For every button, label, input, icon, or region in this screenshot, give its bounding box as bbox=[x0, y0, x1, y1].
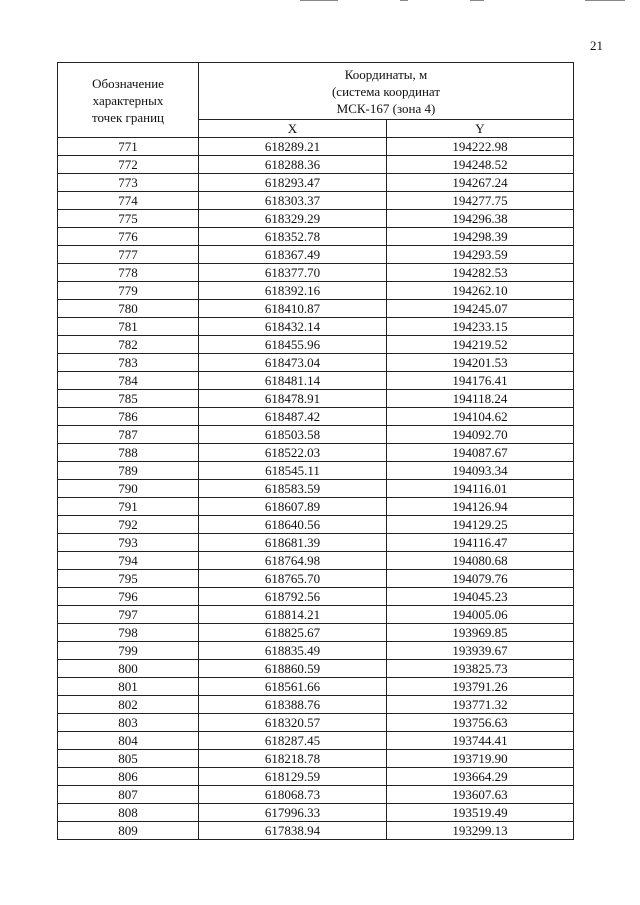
point-id-cell: 808 bbox=[58, 804, 199, 822]
table-row bbox=[58, 156, 574, 174]
point-id-cell: 772 bbox=[58, 156, 199, 174]
y-coordinate-cell: 194093.34 bbox=[387, 462, 574, 480]
point-id-cell: 792 bbox=[58, 516, 199, 534]
table-row bbox=[58, 480, 574, 498]
y-coordinate-cell: 194104.62 bbox=[387, 408, 574, 426]
x-coordinate-cell: 618410.87 bbox=[199, 300, 387, 318]
table-row bbox=[58, 678, 574, 696]
table-row bbox=[58, 642, 574, 660]
table-row bbox=[58, 588, 574, 606]
table-row bbox=[58, 660, 574, 678]
point-id-cell: 793 bbox=[58, 534, 199, 552]
table-row bbox=[58, 534, 574, 552]
table-row bbox=[58, 174, 574, 192]
table-row bbox=[58, 372, 574, 390]
point-id-cell: 783 bbox=[58, 354, 199, 372]
table-row bbox=[58, 390, 574, 408]
y-coordinate-cell: 194126.94 bbox=[387, 498, 574, 516]
page-number: 21 bbox=[590, 38, 603, 53]
point-id-cell: 776 bbox=[58, 228, 199, 246]
table-row bbox=[58, 804, 574, 822]
x-coordinate-cell: 618825.67 bbox=[199, 624, 387, 642]
point-id-cell: 807 bbox=[58, 786, 199, 804]
table-row bbox=[58, 300, 574, 318]
scan-artifact-mark bbox=[585, 0, 625, 1]
x-coordinate-cell: 618377.70 bbox=[199, 264, 387, 282]
x-coordinate-cell: 618288.36 bbox=[199, 156, 387, 174]
x-coordinate-cell: 618388.76 bbox=[199, 696, 387, 714]
y-coordinate-cell: 194245.07 bbox=[387, 300, 574, 318]
x-coordinate-cell: 618640.56 bbox=[199, 516, 387, 534]
point-id-cell: 787 bbox=[58, 426, 199, 444]
point-id-cell: 794 bbox=[58, 552, 199, 570]
y-coordinate-cell: 194233.15 bbox=[387, 318, 574, 336]
y-coordinate-cell: 193519.49 bbox=[387, 804, 574, 822]
table-row bbox=[58, 282, 574, 300]
y-coordinate-cell: 194087.67 bbox=[387, 444, 574, 462]
point-id-cell: 778 bbox=[58, 264, 199, 282]
y-coordinate-cell: 193719.90 bbox=[387, 750, 574, 768]
table-row bbox=[58, 822, 574, 840]
x-coordinate-cell: 618481.14 bbox=[199, 372, 387, 390]
x-coordinate-cell: 618487.42 bbox=[199, 408, 387, 426]
table-row bbox=[58, 210, 574, 228]
y-coordinate-cell: 194267.24 bbox=[387, 174, 574, 192]
table-row bbox=[58, 498, 574, 516]
y-coordinate-cell: 194079.76 bbox=[387, 570, 574, 588]
point-id-cell: 799 bbox=[58, 642, 199, 660]
x-coordinate-cell: 618814.21 bbox=[199, 606, 387, 624]
header-y: Y bbox=[387, 120, 574, 138]
y-coordinate-cell: 193744.41 bbox=[387, 732, 574, 750]
x-coordinate-cell: 618352.78 bbox=[199, 228, 387, 246]
point-id-cell: 800 bbox=[58, 660, 199, 678]
table-row bbox=[58, 336, 574, 354]
y-coordinate-cell: 194298.39 bbox=[387, 228, 574, 246]
y-coordinate-cell: 194248.52 bbox=[387, 156, 574, 174]
x-coordinate-cell: 618860.59 bbox=[199, 660, 387, 678]
point-id-cell: 779 bbox=[58, 282, 199, 300]
point-id-cell: 795 bbox=[58, 570, 199, 588]
table-row bbox=[58, 426, 574, 444]
point-id-cell: 777 bbox=[58, 246, 199, 264]
y-coordinate-cell: 194129.25 bbox=[387, 516, 574, 534]
y-coordinate-cell: 194296.38 bbox=[387, 210, 574, 228]
point-id-cell: 786 bbox=[58, 408, 199, 426]
scan-artifact-mark bbox=[400, 0, 408, 1]
table-row bbox=[58, 624, 574, 642]
table-row bbox=[58, 696, 574, 714]
table-row bbox=[58, 192, 574, 210]
y-coordinate-cell: 193771.32 bbox=[387, 696, 574, 714]
header-point-designation: Обозначение характерных точек границ bbox=[58, 63, 199, 138]
x-coordinate-cell: 618503.58 bbox=[199, 426, 387, 444]
table-row bbox=[58, 732, 574, 750]
table-row bbox=[58, 138, 574, 156]
y-coordinate-cell: 194293.59 bbox=[387, 246, 574, 264]
header-x: X bbox=[199, 120, 387, 138]
y-coordinate-cell: 194176.41 bbox=[387, 372, 574, 390]
point-id-cell: 809 bbox=[58, 822, 199, 840]
table-row bbox=[58, 768, 574, 786]
point-id-cell: 802 bbox=[58, 696, 199, 714]
y-coordinate-cell: 194045.23 bbox=[387, 588, 574, 606]
y-coordinate-cell: 194262.10 bbox=[387, 282, 574, 300]
table-row bbox=[58, 516, 574, 534]
coordinates-table bbox=[57, 62, 574, 840]
x-coordinate-cell: 618764.98 bbox=[199, 552, 387, 570]
x-coordinate-cell: 618478.91 bbox=[199, 390, 387, 408]
x-coordinate-cell: 618792.56 bbox=[199, 588, 387, 606]
point-id-cell: 797 bbox=[58, 606, 199, 624]
x-coordinate-cell: 618583.59 bbox=[199, 480, 387, 498]
x-coordinate-cell: 618455.96 bbox=[199, 336, 387, 354]
x-coordinate-cell: 617996.33 bbox=[199, 804, 387, 822]
y-coordinate-cell: 193664.29 bbox=[387, 768, 574, 786]
point-id-cell: 774 bbox=[58, 192, 199, 210]
y-coordinate-cell: 193791.26 bbox=[387, 678, 574, 696]
x-coordinate-cell: 618293.47 bbox=[199, 174, 387, 192]
x-coordinate-cell: 618432.14 bbox=[199, 318, 387, 336]
table-row bbox=[58, 786, 574, 804]
x-coordinate-cell: 618561.66 bbox=[199, 678, 387, 696]
table-row bbox=[58, 228, 574, 246]
y-coordinate-cell: 193825.73 bbox=[387, 660, 574, 678]
y-coordinate-cell: 194116.01 bbox=[387, 480, 574, 498]
point-id-cell: 773 bbox=[58, 174, 199, 192]
x-coordinate-cell: 618329.29 bbox=[199, 210, 387, 228]
y-coordinate-cell: 193299.13 bbox=[387, 822, 574, 840]
point-id-cell: 785 bbox=[58, 390, 199, 408]
x-coordinate-cell: 618392.16 bbox=[199, 282, 387, 300]
y-coordinate-cell: 194118.24 bbox=[387, 390, 574, 408]
table-row bbox=[58, 552, 574, 570]
x-coordinate-cell: 617838.94 bbox=[199, 822, 387, 840]
y-coordinate-cell: 194116.47 bbox=[387, 534, 574, 552]
scan-artifact-mark bbox=[470, 0, 484, 1]
y-coordinate-cell: 194277.75 bbox=[387, 192, 574, 210]
table-row bbox=[58, 606, 574, 624]
point-id-cell: 804 bbox=[58, 732, 199, 750]
x-coordinate-cell: 618289.21 bbox=[199, 138, 387, 156]
table-row bbox=[58, 318, 574, 336]
x-coordinate-cell: 618765.70 bbox=[199, 570, 387, 588]
table-row bbox=[58, 246, 574, 264]
y-coordinate-cell: 194282.53 bbox=[387, 264, 574, 282]
point-id-cell: 784 bbox=[58, 372, 199, 390]
x-coordinate-cell: 618545.11 bbox=[199, 462, 387, 480]
x-coordinate-cell: 618320.57 bbox=[199, 714, 387, 732]
point-id-cell: 790 bbox=[58, 480, 199, 498]
x-coordinate-cell: 618835.49 bbox=[199, 642, 387, 660]
y-coordinate-cell: 194092.70 bbox=[387, 426, 574, 444]
table-row bbox=[58, 264, 574, 282]
y-coordinate-cell: 193607.63 bbox=[387, 786, 574, 804]
table-row bbox=[58, 444, 574, 462]
point-id-cell: 798 bbox=[58, 624, 199, 642]
x-coordinate-cell: 618607.89 bbox=[199, 498, 387, 516]
y-coordinate-cell: 193969.85 bbox=[387, 624, 574, 642]
y-coordinate-cell: 194005.06 bbox=[387, 606, 574, 624]
point-id-cell: 805 bbox=[58, 750, 199, 768]
table-row bbox=[58, 750, 574, 768]
point-id-cell: 780 bbox=[58, 300, 199, 318]
point-id-cell: 788 bbox=[58, 444, 199, 462]
point-id-cell: 781 bbox=[58, 318, 199, 336]
x-coordinate-cell: 618367.49 bbox=[199, 246, 387, 264]
y-coordinate-cell: 193756.63 bbox=[387, 714, 574, 732]
point-id-cell: 796 bbox=[58, 588, 199, 606]
table-row bbox=[58, 462, 574, 480]
point-id-cell: 806 bbox=[58, 768, 199, 786]
point-id-cell: 782 bbox=[58, 336, 199, 354]
table-body bbox=[58, 138, 574, 840]
x-coordinate-cell: 618287.45 bbox=[199, 732, 387, 750]
y-coordinate-cell: 194222.98 bbox=[387, 138, 574, 156]
point-id-cell: 791 bbox=[58, 498, 199, 516]
scan-artifact-mark bbox=[300, 0, 338, 1]
point-id-cell: 803 bbox=[58, 714, 199, 732]
y-coordinate-cell: 194080.68 bbox=[387, 552, 574, 570]
point-id-cell: 801 bbox=[58, 678, 199, 696]
table-row bbox=[58, 570, 574, 588]
x-coordinate-cell: 618473.04 bbox=[199, 354, 387, 372]
table-row bbox=[58, 714, 574, 732]
x-coordinate-cell: 618068.73 bbox=[199, 786, 387, 804]
x-coordinate-cell: 618522.03 bbox=[199, 444, 387, 462]
x-coordinate-cell: 618681.39 bbox=[199, 534, 387, 552]
y-coordinate-cell: 194201.53 bbox=[387, 354, 574, 372]
point-id-cell: 771 bbox=[58, 138, 199, 156]
x-coordinate-cell: 618129.59 bbox=[199, 768, 387, 786]
table-row bbox=[58, 354, 574, 372]
header-coordinates-group: Координаты, м (система координат МСК-167 (зона 4) bbox=[199, 63, 574, 120]
x-coordinate-cell: 618218.78 bbox=[199, 750, 387, 768]
y-coordinate-cell: 194219.52 bbox=[387, 336, 574, 354]
x-coordinate-cell: 618303.37 bbox=[199, 192, 387, 210]
y-coordinate-cell: 193939.67 bbox=[387, 642, 574, 660]
table-row bbox=[58, 408, 574, 426]
point-id-cell: 789 bbox=[58, 462, 199, 480]
point-id-cell: 775 bbox=[58, 210, 199, 228]
